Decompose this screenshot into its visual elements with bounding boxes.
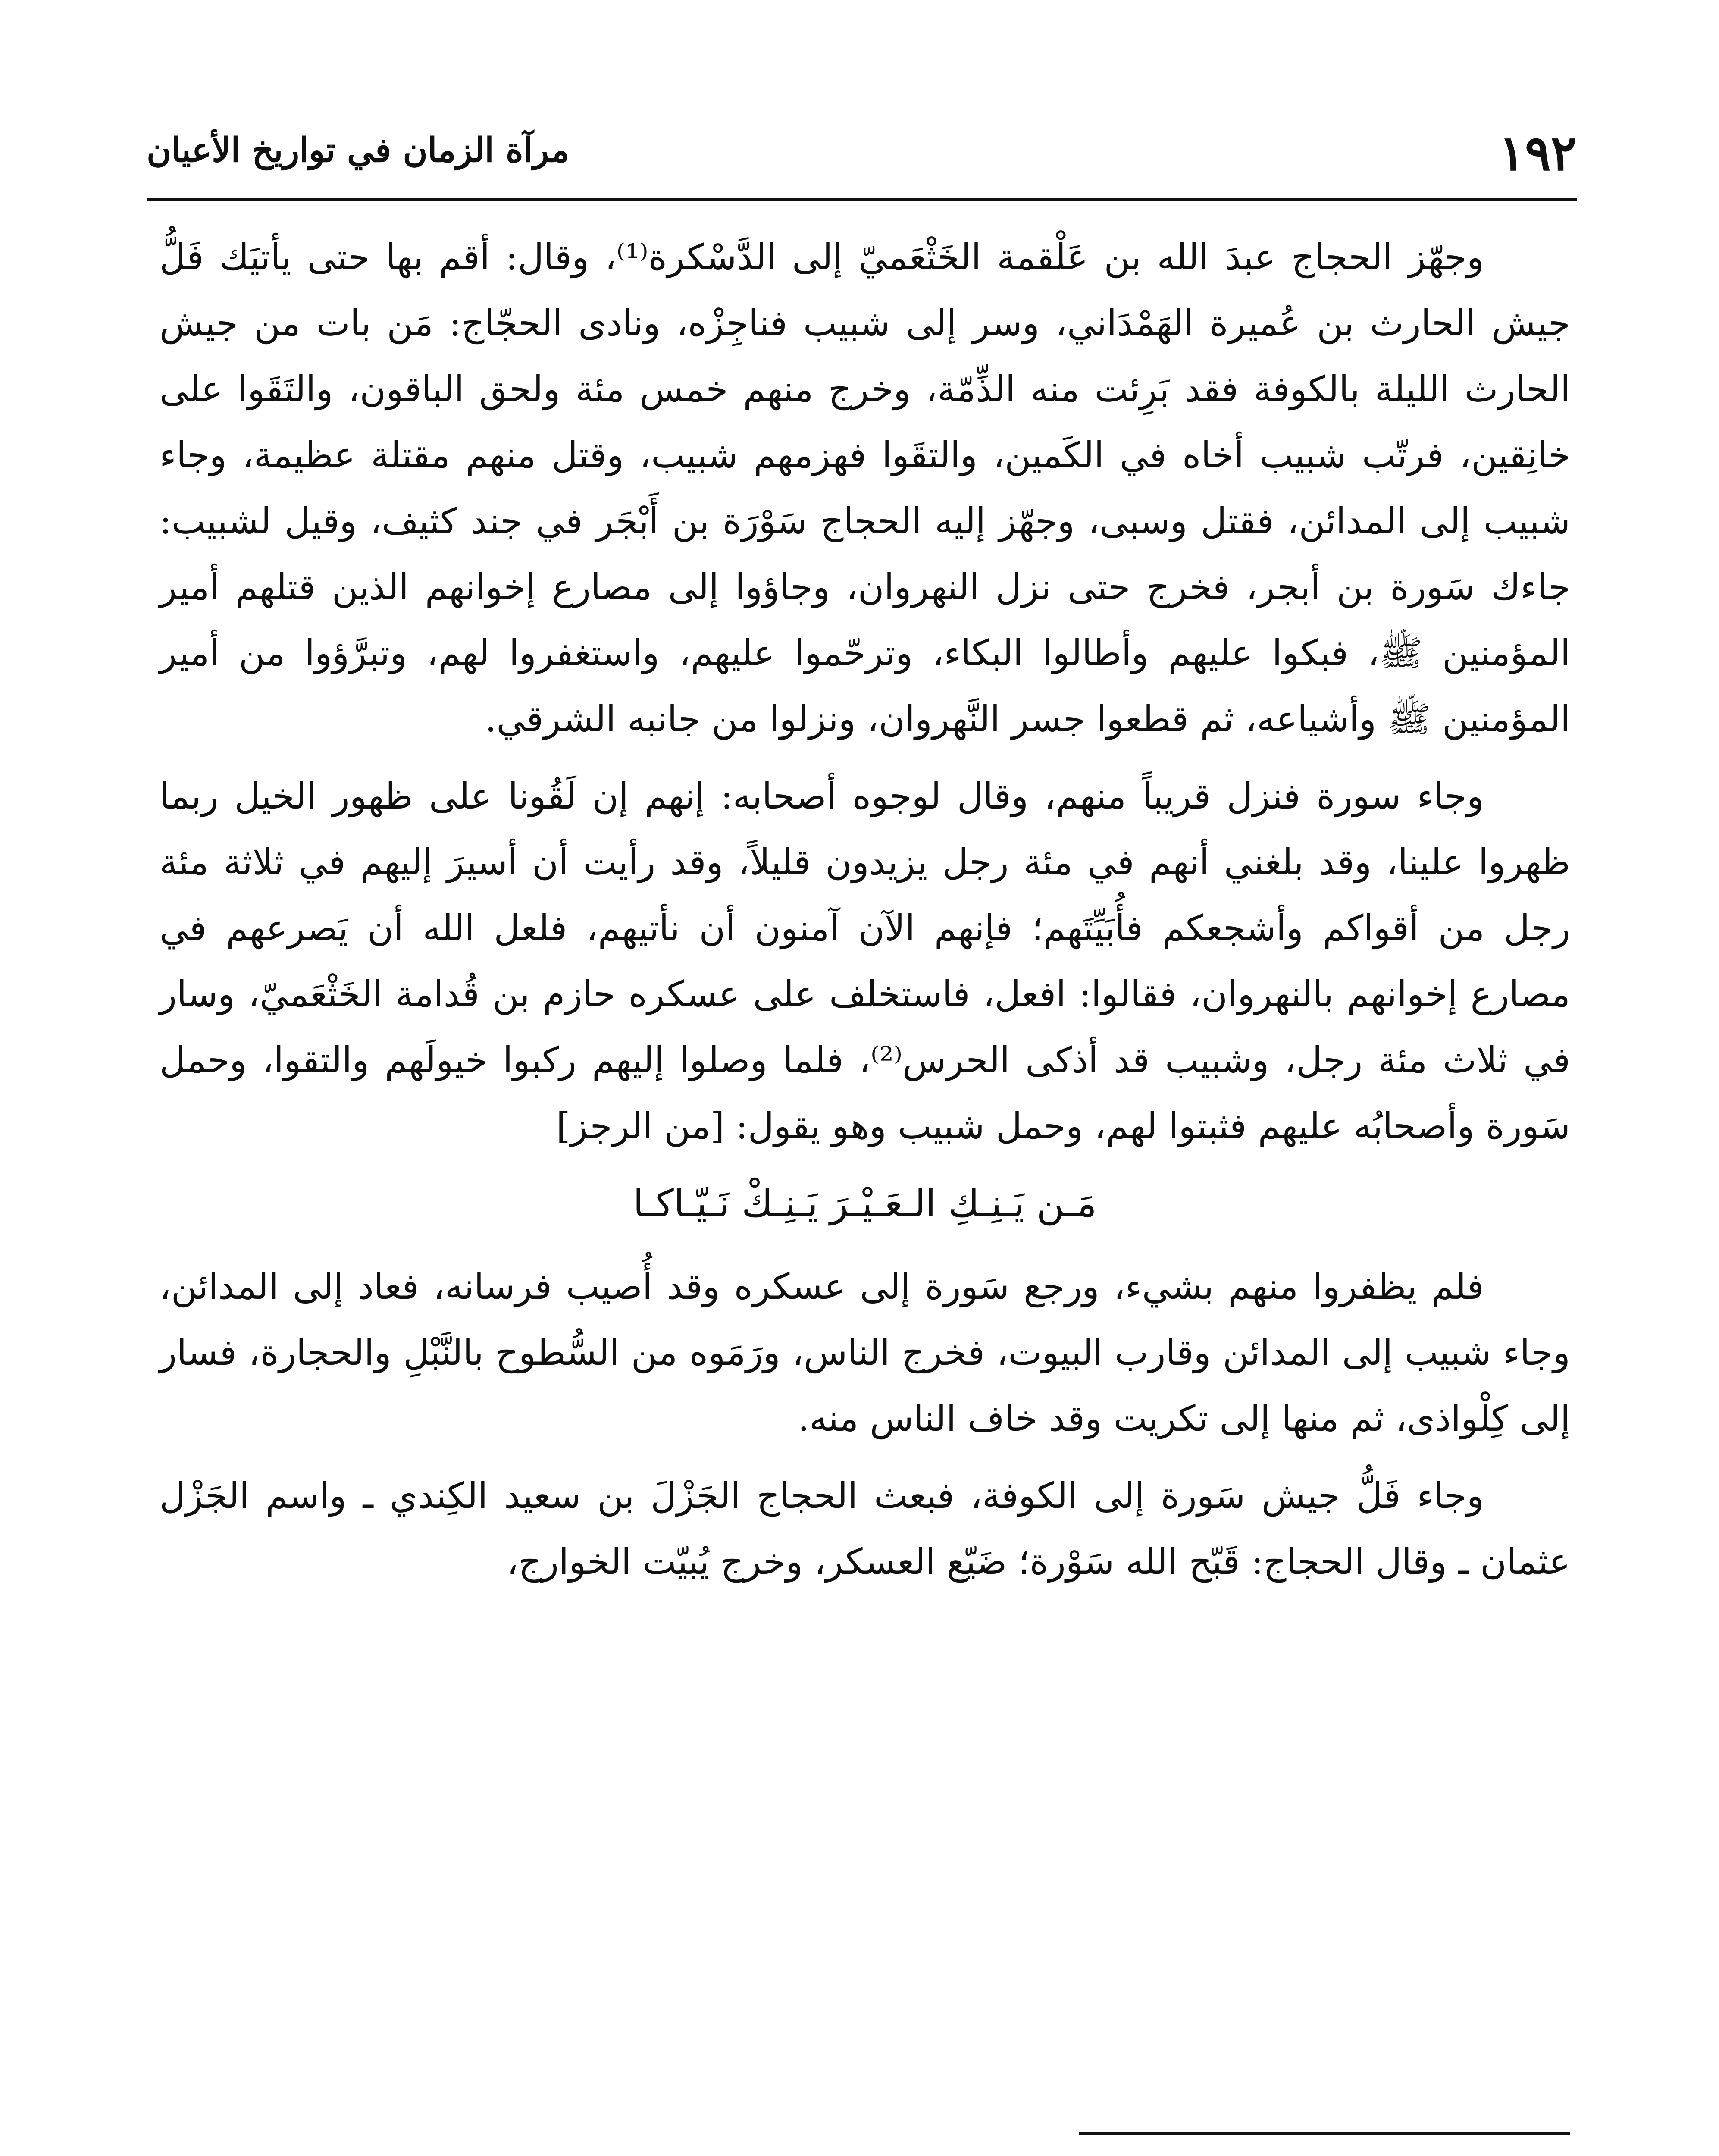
paragraph: وجهّز الحجاج عبدَ الله بن عَلْقمة الخَثْعَميّ إلى الدَّسْكرة⁽¹⁾، وقال: أقم بها حتى يأتيَك فَلُّ جيش الحارث بن عُميرة الهَمْدَاني، وسر إلى شبيب فناجِزْه، ونادى الحجّاج: مَن بات من جيش الحارث الليلة بالكوفة فقد بَرِئت منه الذِّمّة، وخرج منهم خمس مئة ولحق الباقون، والتَقَوا على خانِقين، فرتّب شبيب أخاه في الكَمين، والتقَوا فهزمهم شبيب، وقتل منهم مقتلة عظيمة، وجاء شبيب إلى المدائن، فقتل وسبى، وجهّز إليه الحجاج سَوْرَة بن أَبْجَر في جند كثيف، وقيل لشبيب: جاءك سَورة بن أبجر، فخرج حتى نزل النهروان، وجاؤوا إلى مصارع إخوانهم الذين قتلهم أمير المؤمنين ﷺ، فبكوا عليهم وأطالوا البكاء، وترحّموا عليهم، واستغفروا لهم، وتبرَّؤوا من أمير المؤمنين ﷺ وأشياعه، ثم قطعوا جسر النَّهروان، ونزلوا من جانبه الشرقي. xyxy=(160,236,1570,740)
page-number: ١٩٢ xyxy=(1499,125,1577,182)
header-divider xyxy=(147,198,1577,201)
poetry-verse: مَـن يَـنِـكِ الـعَـيْـرَ يَـنِـكْ نَـيّـاكـا xyxy=(633,1181,1097,1225)
book-title: مرآة الزمان في تواريخ الأعيان xyxy=(147,131,570,170)
footnote-divider xyxy=(1079,2132,1570,2135)
paragraph: وجاء سورة فنزل قريباً منهم، وقال لوجوه أصحابه: إنهم إن لَقُونا على ظهور الخيل ربما ظهروا علينا، وقد بلغني أنهم في مئة رجل يزيدون قليلاً، وقد رأيت أن أسيرَ إليهم في ثلاثة مئة رجل من أقواكم وأشجعكم فأُبَيِّتَهم؛ فإنهم الآن آمنون أن نأتيهم، فلعل الله أن يَصرعهم في مصارع إخوانهم بالنهروان، فقالوا: افعل، فاستخلف على عسكره حازم بن قُدامة الخَثْعَميّ، وسار في ثلاث مئة رجل، وشبيب قد أذكى الحرس⁽²⁾، فلما وصلوا إليهم ركبوا خيولَهم والتقوا، وحمل سَورة وأصحابُه عليهم فثبتوا لهم، وحمل شبيب وهو يقول: [من الرجز] xyxy=(160,775,1570,1147)
paragraph: وجاء فَلُّ جيش سَورة إلى الكوفة، فبعث الحجاج الجَزْلَ بن سعيد الكِندي ـ واسم الجَزْل عثمان ـ وقال الحجاج: قَبّح الله سَوْرة؛ ضَيّع العسكر، وخرج يُبيّت الخوارج، xyxy=(160,1475,1570,1583)
paragraph: فلم يظفروا منهم بشيء، ورجع سَورة إلى عسكره وقد أُصيب فرسانه، فعاد إلى المدائن، وجاء شبيب إلى المدائن وقارب البيوت، فخرج الناس، ورَمَوه من السُّطوح بالنَّبْلِ والحجارة، فسار إلى كِلْواذى، ثم منها إلى تكريت وقد خاف الناس منه. xyxy=(160,1266,1570,1439)
running-header xyxy=(147,116,1577,194)
main-text xyxy=(160,224,1570,1606)
